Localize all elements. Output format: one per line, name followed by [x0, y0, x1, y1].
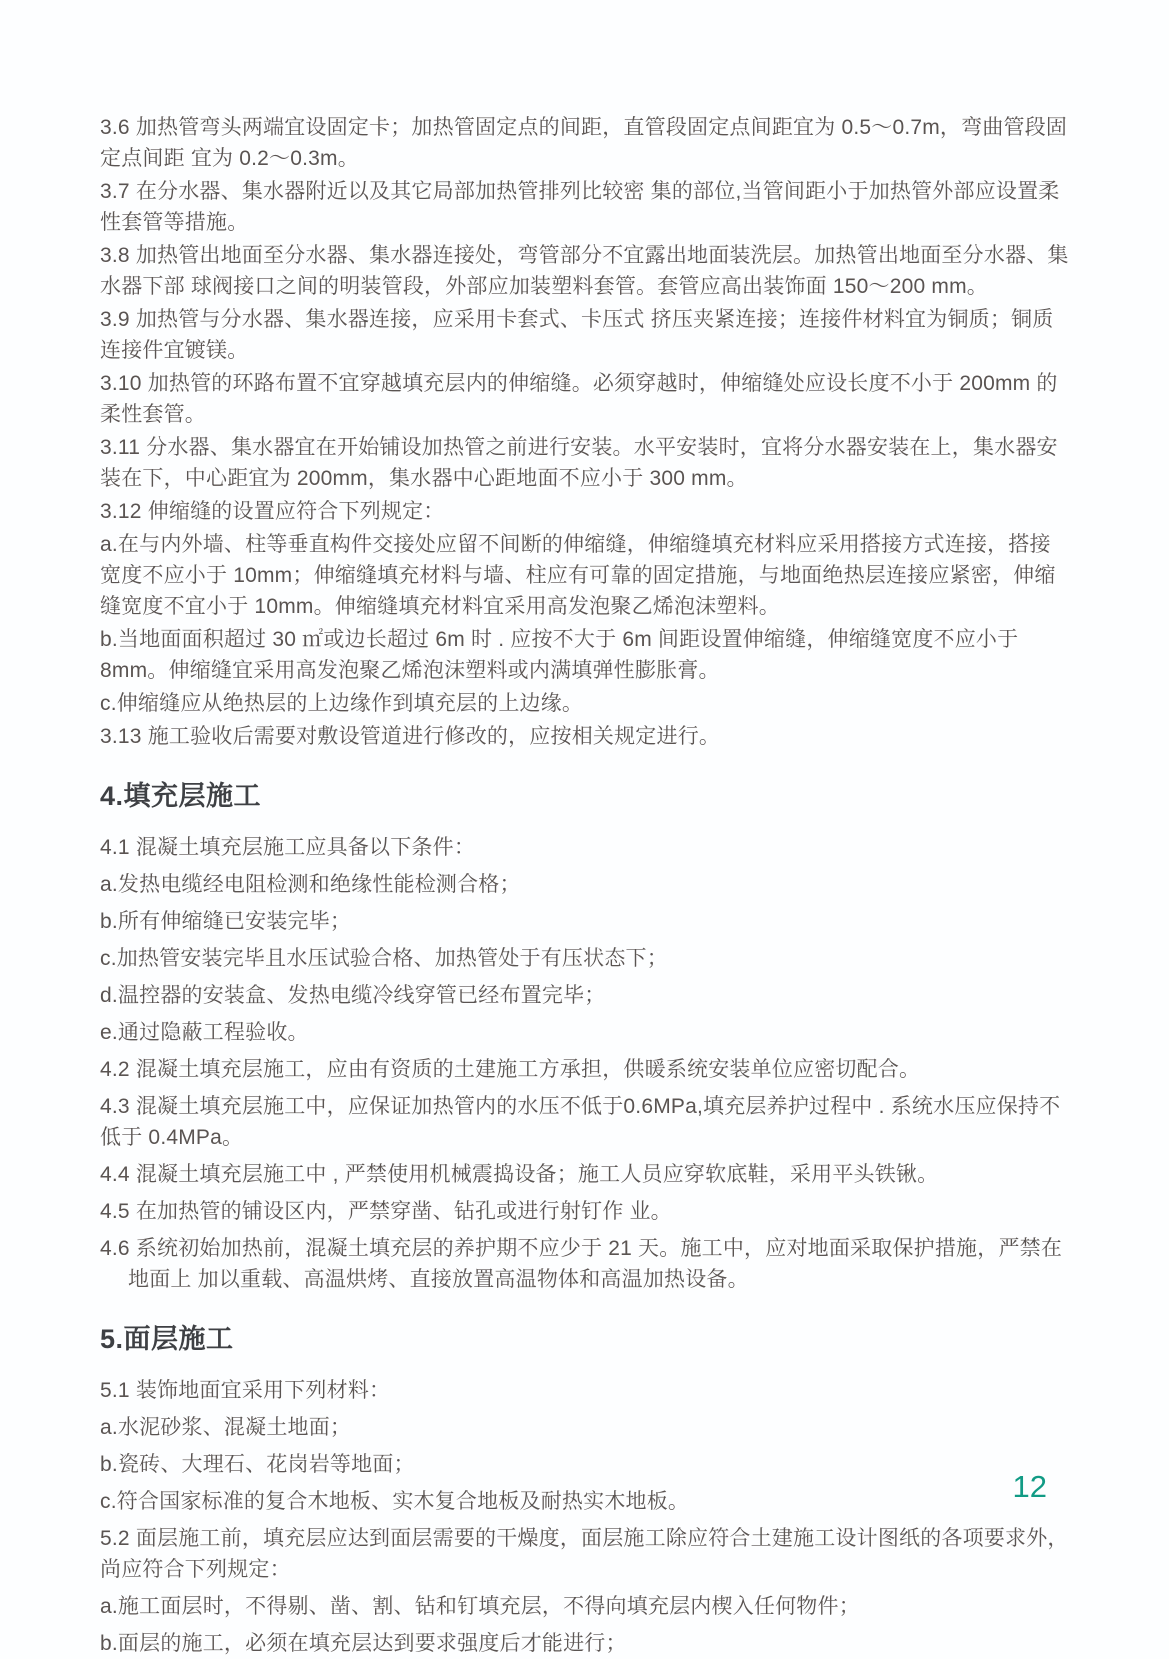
paragraph: 4.5 在加热管的铺设区内，严禁穿凿、钻孔或进行射钉作 业。 [100, 1200, 672, 1223]
section-4-paragraphs [100, 832, 1070, 1295]
paragraph: 4.6 系统初始加热前，混凝土填充层的养护期不应少于 21 天。施工中，应对地面采取保护措施，严禁在地面上 加以重载、高温烘烤、直接放置高温物体和高温加热设备。 [100, 1237, 1063, 1291]
paragraph: c.伸缩缝应从绝热层的上边缘作到填充层的上边缘。 [100, 692, 584, 715]
paragraph: 4.1 混凝土填充层施工应具备以下条件： [100, 836, 476, 859]
paragraph: 5.2 面层施工前，填充层应达到面层需要的干燥度，面层施工除应符合土建施工设计图纸的各项要求外，尚应符合下列规定： [100, 1527, 1069, 1581]
paragraph: 4.2 混凝土填充层施工，应由有资质的土建施工方承担，供暖系统安装单位应密切配合。 [100, 1058, 921, 1081]
paragraph: 3.7 在分水器、集水器附近以及其它局部加热管排列比较密 集的部位,当管间距小于加热管外部应设置柔性套管等措施。 [100, 180, 1060, 234]
section-4-heading: 4.填充层施工 [100, 781, 262, 811]
paragraph: 3.13 施工验收后需要对敷设管道进行修改的，应按相关规定进行。 [100, 725, 721, 748]
paragraph: 3.11 分水器、集水器宜在开始铺设加热管之前进行安装。水平安装时，宜将分水器安装在上，集水器安装在下，中心距宜为 200mm，集水器中心距地面不应小于 300 mm。 [100, 436, 1058, 490]
section-3-continuation [100, 112, 1070, 752]
paragraph: 3.6 加热管弯头两端宜设固定卡；加热管固定点的间距，直管段固定点间距宜为 0.5～0.7m，弯曲管段固定点间距 宜为 0.2～0.3m。 [100, 116, 1068, 170]
page-number: 12 [1012, 1469, 1047, 1504]
paragraph: 4.4 混凝土填充层施工中 , 严禁使用机械震捣设备；施工人员应穿软底鞋，采用平头铁锹。 [100, 1163, 939, 1186]
paragraph: b.所有伸缩缝已安装完毕； [100, 910, 352, 933]
paragraph: c.加热管安装完毕且水压试验合格、加热管处于有压状态下； [100, 947, 668, 970]
paragraph: 3.8 加热管出地面至分水器、集水器连接处，弯管部分不宜露出地面装洗层。加热管出地面至分水器、集水器下部 球阀接口之间的明装管段，外部应加装塑料套管。套管应高出装饰面 150～200 mm。 [100, 244, 1069, 298]
paragraph: c.符合国家标准的复合木地板、实木复合地板及耐热实木地板。 [100, 1490, 690, 1513]
paragraph: 3.10 加热管的环路布置不宜穿越填充层内的伸缩缝。必须穿越时，伸缩缝处应设长度不小于 200mm 的柔性套管。 [100, 372, 1058, 426]
paragraph: b.面层的施工，必须在填充层达到要求强度后才能进行； [100, 1632, 627, 1655]
section-3-paragraphs [100, 112, 1070, 752]
section-4 [100, 779, 1070, 1295]
paragraph: a.发热电缆经电阻检测和绝缘性能检测合格； [100, 873, 521, 896]
paragraph: 3.12 伸缩缝的设置应符合下列规定： [100, 500, 445, 523]
paragraph: 4.3 混凝土填充层施工中，应保证加热管内的水压不低于0.6MPa,填充层养护过程中 . 系统水压应保持不低于 0.4MPa。 [100, 1095, 1061, 1149]
paragraph: b.瓷砖、大理石、花岗岩等地面； [100, 1453, 415, 1476]
section-5 [100, 1322, 1070, 1659]
paragraph: a.在与内外墙、柱等垂直构件交接处应留不间断的伸缩缝，伸缩缝填充材料应采用搭接方式连接，搭接宽度不应小于 10mm；伸缩缝填充材料与墙、柱应有可靠的固定措施，与地面绝热层连接应紧密，伸缩缝宽度不宜小于 10mm。伸缩缝填充材料宜采用高发泡聚乙烯泡沫塑料。 [100, 533, 1056, 618]
paragraph: 5.1 装饰地面宜采用下列材料： [100, 1379, 391, 1402]
paragraph: e.通过隐蔽工程验收。 [100, 1021, 309, 1044]
section-5-heading: 5.面层施工 [100, 1324, 234, 1354]
paragraph: 3.9 加热管与分水器、集水器连接，应采用卡套式、卡压式 挤压夹紧连接；连接件材料宜为铜质；铜质连接件宜镀镁。 [100, 308, 1054, 362]
section-5-paragraphs [100, 1375, 1070, 1659]
paragraph: b.当地面面积超过 30 ㎡或边长超过 6m 时 . 应按不大于 6m 间距设置伸缩缝，伸缩缝宽度不应小于 8mm。伸缩缝宜采用高发泡聚乙烯泡沫塑料或内满填弹性膨胀膏。 [100, 628, 1019, 682]
paragraph: d.温控器的安装盒、发热电缆冷线穿管已经布置完毕； [100, 984, 606, 1007]
paragraph: a.施工面层时，不得剔、凿、割、钻和钉填充层，不得向填充层内楔入任何物件； [100, 1595, 860, 1618]
paragraph: a.水泥砂浆、混凝土地面； [100, 1416, 352, 1439]
